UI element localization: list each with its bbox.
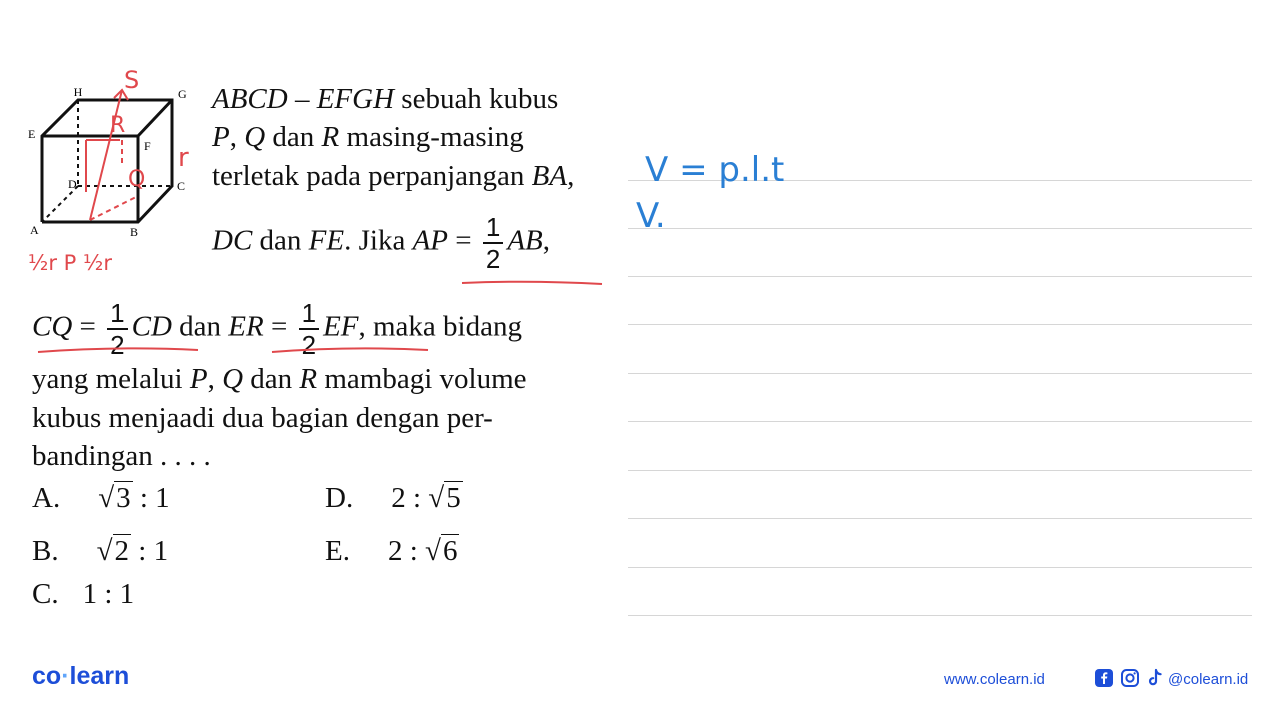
cube-label-b: B [130, 225, 139, 239]
ruled-line [628, 373, 1252, 374]
handwritten-v: V. [636, 196, 666, 236]
question-line-1: ABCD – EFGH sebuah kubus [212, 83, 559, 115]
tiktok-icon[interactable] [1145, 668, 1165, 688]
instagram-icon[interactable] [1120, 668, 1140, 688]
cube-label-h: H [73, 85, 83, 99]
fraction-one-half: $\frac{1}{2}$ [107, 300, 127, 358]
handwritten-r: R [110, 113, 126, 138]
question-line-5: CQ = $\frac{1}{2}$ CD dan ER = $\frac{1}{2}$ EF, maka bidang [32, 298, 522, 360]
question-line-2: P, Q dan R masing-masing [212, 121, 524, 153]
website-link[interactable]: www.colearn.id [944, 671, 1045, 688]
ruled-line [628, 276, 1252, 277]
option-e[interactable]: E. 2 : √6 [325, 535, 458, 567]
ruled-line [628, 518, 1252, 519]
cube-label-c: C [177, 179, 186, 193]
cube-label-a: A [30, 223, 39, 237]
handwritten-s: S [124, 66, 140, 94]
handwritten-r-side: r [178, 143, 189, 173]
cube-label-g: G [178, 87, 187, 101]
option-a[interactable]: A. √3 : 1 [32, 482, 170, 514]
option-d[interactable]: D. 2 : √5 [325, 482, 461, 514]
ruled-line [628, 228, 1252, 229]
cube-label-e: E [28, 127, 36, 141]
ruled-line [628, 470, 1252, 471]
facebook-icon[interactable] [1094, 668, 1114, 688]
question-line-4: DC dan FE. Jika AP = $\frac{1}{2}$ AB, [212, 212, 551, 274]
underline-marks [0, 0, 640, 370]
handwritten-q: Q [128, 167, 146, 192]
handwritten-bottom: ½r P ½r [28, 251, 112, 275]
social-handle[interactable]: @colearn.id [1168, 671, 1249, 688]
fraction-one-half: $\frac{1}{2}$ [299, 300, 319, 358]
question-line-8: bandingan . . . . [32, 440, 211, 472]
ruled-line [628, 567, 1252, 568]
question-line-6: yang melalui P, Q dan R mambagi volume [32, 363, 527, 395]
ruled-line [628, 421, 1252, 422]
question-line-7: kubus menjaadi dua bagian dengan per- [32, 402, 493, 434]
cube-label-f: F [144, 139, 151, 153]
ruled-line [628, 615, 1252, 616]
cube-label-d: D [68, 177, 77, 191]
option-c[interactable]: C. 1 : 1 [32, 578, 135, 610]
ruled-line [628, 324, 1252, 325]
colearn-logo: co·learn [32, 662, 130, 690]
option-b[interactable]: B. √2 : 1 [32, 535, 169, 567]
fraction-one-half: $\frac{1}{2}$ [483, 214, 503, 272]
question-line-3: terletak pada perpanjangan BA, [212, 160, 575, 192]
handwritten-formula: V = p.l.t [645, 150, 785, 190]
